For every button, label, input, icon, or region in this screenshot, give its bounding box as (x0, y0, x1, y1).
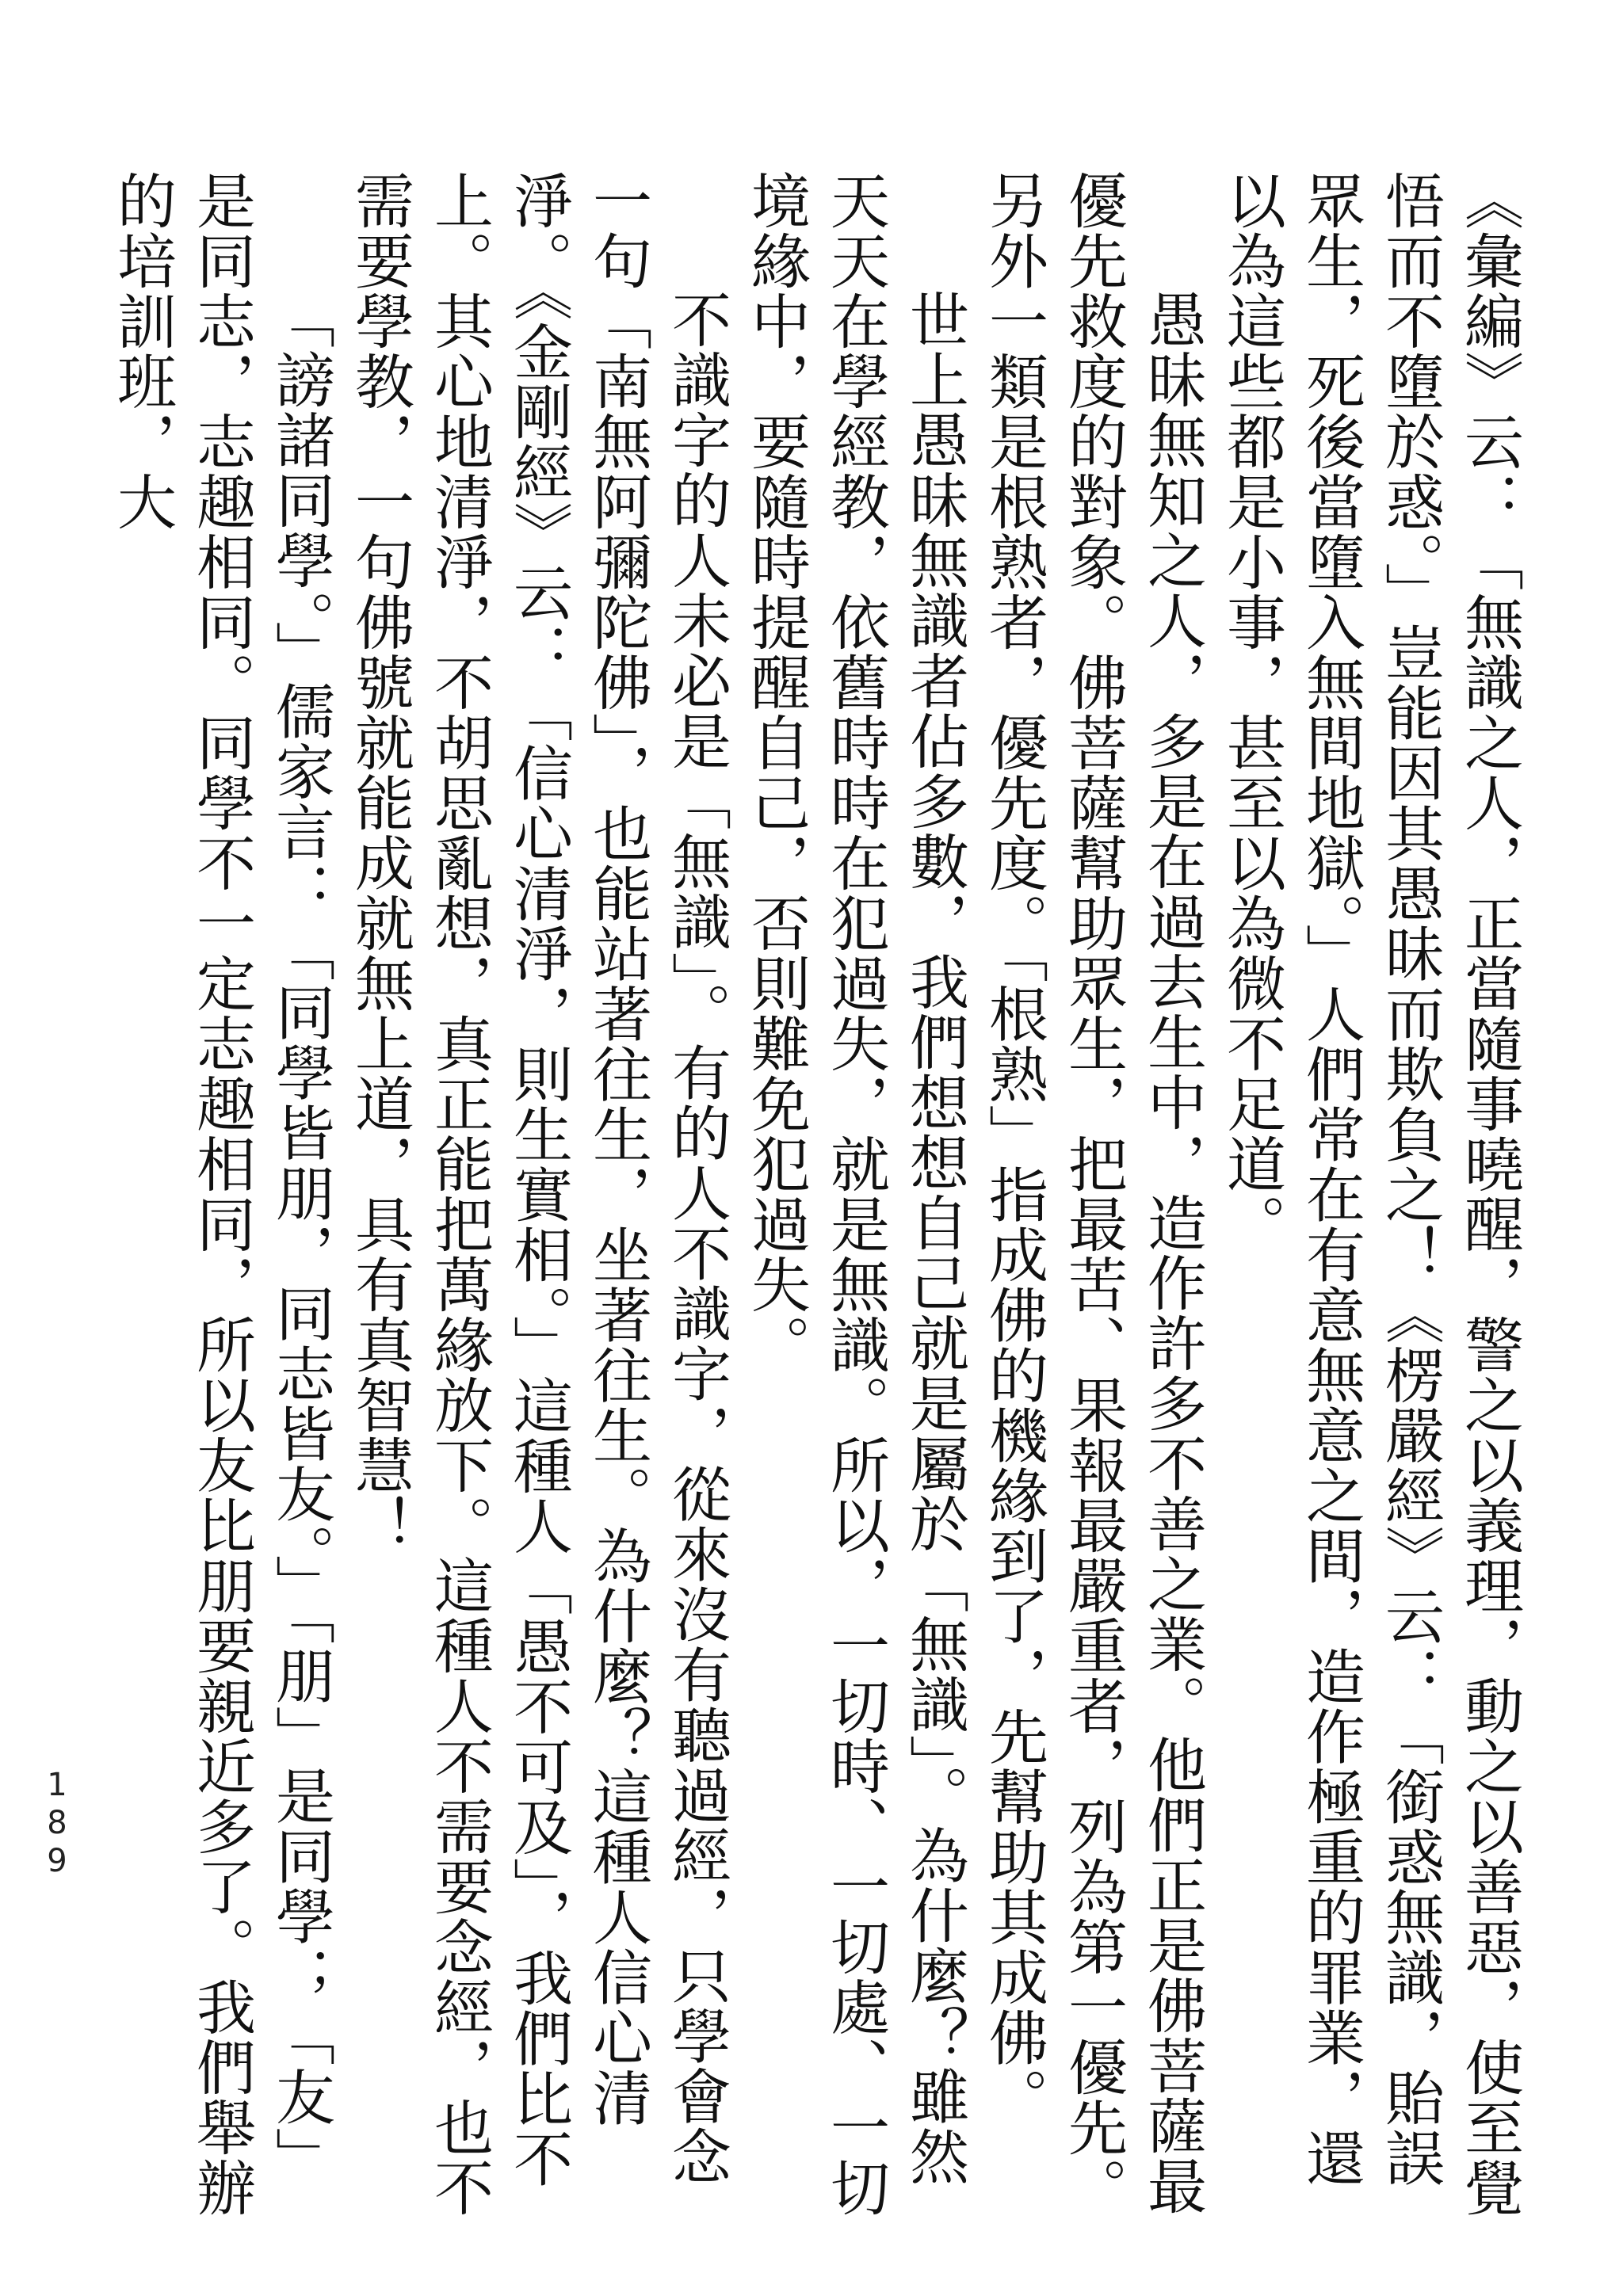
paragraph-5: 「謗諸同學。」儒家言：「同學皆朋，同志皆友。」「朋」是同學；「友」是同志，志趣相同。同學不一定志趣相同，所以友比朋要親近多了。我們舉辦的培訓班，大 (108, 170, 336, 2218)
paragraph-2: 愚昧無知之人，多是在過去生中，造作許多不善之業。他們正是佛菩薩最優先救度的對象。佛菩薩幫助眾生，把最苦、果報最嚴重者，列為第一優先。另外一類是根熟者，優先度。「根熟」指成佛的機緣到了，先幫助其成佛。 (980, 170, 1208, 2218)
paragraph-3: 世上愚昧無識者佔多數，我們想想自己就是屬於「無識」。為什麼？雖然天天在學經教，依舊時時在犯過失，就是無識。所以，一切時、一切處、一切境緣中，要隨時提醒自己，否則難免犯過失。 (742, 170, 970, 2218)
paragraph-4: 不識字的人未必是「無識」。有的人不識字，從來沒有聽過經，只學會念一句「南無阿彌陀佛」，也能站著往生，坐著往生。為什麼？這種人信心清淨。《金剛經》云：「信心清淨，則生實相。」這種人「愚不可及」，我們比不上。其心地清淨，不胡思亂想，真正能把萬緣放下。這種人不需要念經，也不需要學教，一句佛號就能成就無上道，具有真智慧！ (346, 170, 732, 2218)
vertical-text-body (103, 170, 1529, 2246)
paragraph-1: 《彙編》云：「無識之人，正當隨事曉醒，警之以義理，動之以善惡，使至覺悟而不墮於惑。」豈能因其愚昧而欺負之！《楞嚴經》云：「銜惑無識，貽誤眾生，死後當墮入無間地獄。」人們常在有意無意之間，造作極重的罪業，還以為這些都是小事，甚至以為微不足道。 (1217, 170, 1525, 2218)
page-number: 189 (39, 1767, 75, 1881)
